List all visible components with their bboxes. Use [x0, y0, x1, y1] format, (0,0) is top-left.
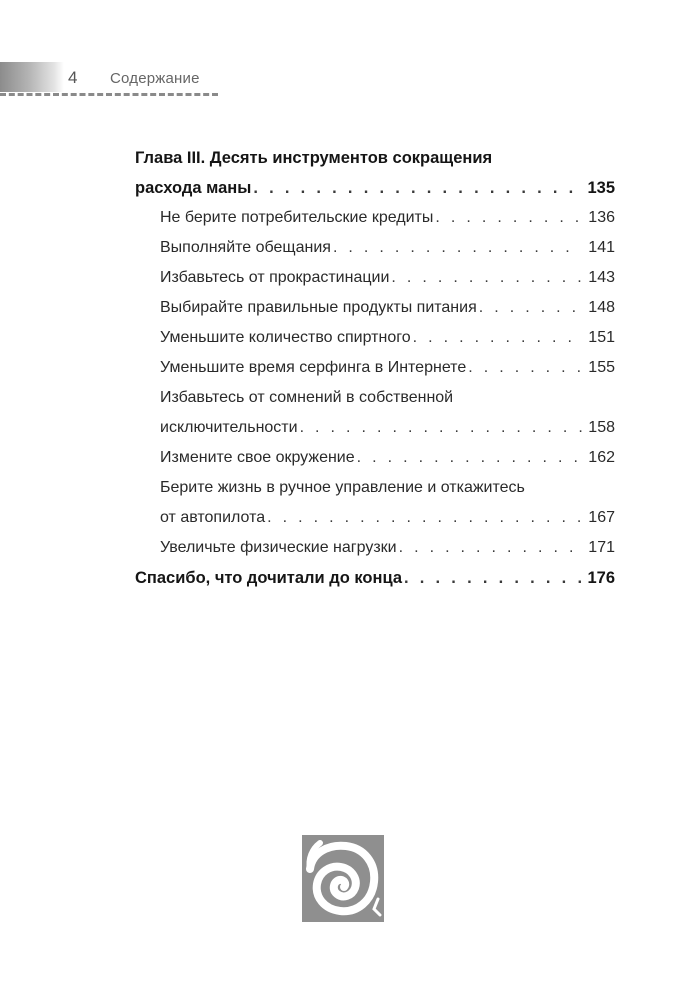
toc-entry-text: расхода маны: [135, 179, 252, 197]
dot-leader: [479, 293, 583, 323]
toc-item[interactable]: [135, 353, 615, 383]
toc-item[interactable]: [135, 533, 615, 563]
toc-chapter-entry[interactable]: [135, 143, 615, 203]
running-header: [0, 62, 240, 98]
page-number: 4: [68, 68, 78, 87]
header-dashed-rule: [0, 93, 218, 96]
toc-item[interactable]: [135, 473, 615, 533]
toc-entry-text: Уменьшите количество спиртного: [160, 329, 411, 346]
toc-entry-text: Избавьтесь от прокрастинации: [160, 269, 390, 286]
toc-entry-text: от автопилота: [160, 509, 266, 526]
header-gradient-bar: [0, 62, 64, 92]
toc-page-number: 171: [588, 539, 615, 556]
table-of-contents: [135, 143, 615, 593]
dot-leader: [300, 413, 583, 443]
toc-page-number: 135: [587, 179, 615, 197]
toc-page-number: 136: [588, 209, 615, 226]
toc-page-number: 143: [588, 269, 615, 286]
dot-leader: [435, 203, 582, 233]
dot-leader: [253, 173, 581, 203]
toc-page-number: 167: [588, 509, 615, 526]
toc-item[interactable]: [135, 383, 615, 443]
toc-page-number: 141: [588, 239, 615, 256]
toc-entry-text: Увеличьте физические нагрузки: [160, 539, 397, 556]
toc-item[interactable]: [135, 293, 615, 323]
toc-entry-text: Берите жизнь в ручное управление и откажитесь: [160, 479, 525, 496]
dot-leader: [399, 533, 583, 563]
toc-page-number: 158: [588, 419, 615, 436]
toc-entry-text: исключительности: [160, 419, 298, 436]
dot-leader: [391, 263, 582, 293]
toc-page-number: 155: [588, 359, 615, 376]
dot-leader: [468, 353, 582, 383]
dot-leader: [267, 503, 582, 533]
toc-entry-text: Измените свое окружение: [160, 449, 355, 466]
running-title: Содержание: [110, 70, 200, 87]
toc-page-number: 148: [588, 299, 615, 316]
toc-page-number: 162: [588, 449, 615, 466]
toc-item[interactable]: [135, 233, 615, 263]
toc-entry-text: Спасибо, что дочитали до конца: [135, 569, 402, 587]
toc-page-number: 176: [587, 569, 615, 587]
dot-leader: [357, 443, 583, 473]
toc-entry-text: Избавьтесь от сомнений в собственной: [160, 389, 454, 406]
toc-closing-entry[interactable]: [135, 563, 615, 593]
toc-item[interactable]: [135, 443, 615, 473]
toc-item[interactable]: [135, 203, 615, 233]
dot-leader: [333, 233, 582, 263]
toc-entry-text: Выполняйте обещания: [160, 239, 331, 256]
toc-page-number: 151: [588, 329, 615, 346]
toc-item[interactable]: [135, 263, 615, 293]
toc-entry-text: Глава III. Десять инструментов сокращения: [135, 149, 493, 167]
dot-leader: [404, 563, 581, 593]
toc-item[interactable]: [135, 323, 615, 353]
toc-entry-text: Не берите потребительские кредиты: [160, 209, 434, 226]
spiral-logo-icon: [302, 835, 384, 922]
toc-entry-text: Выбирайте правильные продукты питания: [160, 299, 477, 316]
dot-leader: [413, 323, 583, 353]
toc-entry-text: Уменьшите время серфинга в Интернете: [160, 359, 467, 376]
